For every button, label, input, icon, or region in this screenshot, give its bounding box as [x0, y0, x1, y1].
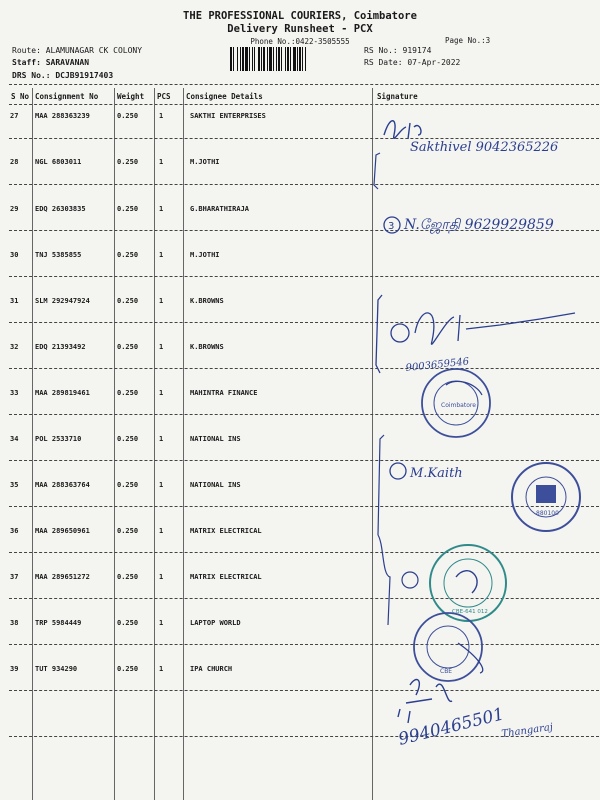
row-sno: 34 [10, 435, 19, 443]
svg-text:880100: 880100 [536, 510, 559, 517]
row-consignee: NATIONAL INS [190, 481, 241, 489]
row-pcs: 1 [159, 112, 164, 120]
drs-number: DRS No.: DCJB91917403 [12, 71, 114, 80]
row-consignee: MATRIX ELECTRICAL [190, 527, 262, 535]
rs-date: RS Date: 07-Apr-2022 [364, 58, 461, 67]
row-weight: 0.250 [117, 619, 139, 627]
row-sno: 29 [10, 205, 19, 213]
svg-text:3: 3 [388, 221, 395, 232]
row-consignee: K.BROWNS [190, 297, 224, 305]
col-pcs: PCS [157, 92, 171, 101]
row-consignee: M.JOTHI [190, 158, 220, 166]
signature-5 [378, 535, 418, 625]
row-weight: 0.250 [117, 435, 139, 443]
svg-text:CBE: CBE [440, 668, 453, 675]
row-consignee: M.JOTHI [190, 251, 220, 259]
row-weight: 0.250 [117, 573, 139, 581]
svg-text:CBE-641 012: CBE-641 012 [452, 609, 488, 615]
row-consignment: POL 2533710 [35, 435, 82, 443]
row-weight: 0.250 [117, 481, 139, 489]
row-pcs: 1 [159, 435, 164, 443]
staff: Staff: SARAVANAN [12, 58, 90, 67]
row-sno: 31 [10, 297, 19, 305]
signature-3 [376, 295, 575, 373]
route: Route: ALAMUNAGAR CK COLONY [12, 46, 143, 55]
row-consignee: NATIONAL INS [190, 435, 241, 443]
row-consignment: TNJ 5385855 [35, 251, 82, 259]
row-sno: 35 [10, 481, 19, 489]
row-consignee: G.BHARATHIRAJA [190, 205, 250, 213]
row-pcs: 1 [159, 619, 164, 627]
row-pcs: 1 [159, 251, 164, 259]
col-consignment: Consignment No [35, 92, 99, 101]
row-consignment: SLM 292947924 [35, 297, 90, 305]
row-weight: 0.250 [117, 297, 139, 305]
row-consignment: TUT 934290 [35, 665, 78, 673]
row-consignee: MAHINTRA FINANCE [190, 389, 258, 397]
row-pcs: 1 [159, 573, 164, 581]
row-sno: 39 [10, 665, 19, 673]
row-consignee: IPA CHURCH [190, 665, 233, 673]
col-sno: S No [11, 92, 30, 101]
row-weight: 0.250 [117, 343, 139, 351]
row-sno: 38 [10, 619, 19, 627]
svg-text:Thangaraj: Thangaraj [500, 721, 554, 740]
row-sno: 30 [10, 251, 19, 259]
row-pcs: 1 [159, 665, 164, 673]
row-weight: 0.250 [117, 251, 139, 259]
row-sno: 33 [10, 389, 19, 397]
row-consignment: MAA 288363764 [35, 481, 90, 489]
row-pcs: 1 [159, 481, 164, 489]
signature-area [370, 105, 600, 785]
row-weight: 0.250 [117, 205, 139, 213]
signature-1 [384, 121, 558, 155]
row-weight: 0.250 [117, 158, 139, 166]
company-title: THE PROFESSIONAL COURIERS, Coimbatore [183, 10, 417, 22]
row-weight: 0.250 [117, 112, 139, 120]
matrix-electricals-stamp [430, 545, 506, 621]
row-consignment: NGL 6803011 [35, 158, 82, 166]
signature-4 [378, 435, 463, 535]
row-pcs: 1 [159, 158, 164, 166]
mahindra-stamp [422, 369, 490, 437]
barcode [230, 47, 368, 71]
svg-text:Sakthivel 9042365226: Sakthivel 9042365226 [410, 140, 559, 155]
row-consignee: SAKTHI ENTERPRISES [190, 112, 266, 120]
svg-text:9940465501: 9940465501 [396, 704, 507, 750]
row-weight: 0.250 [117, 527, 139, 535]
row-pcs: 1 [159, 343, 164, 351]
row-weight: 0.250 [117, 665, 139, 673]
row-consignment: EDQ 21393492 [35, 343, 86, 351]
page-number: Page No.:3 [445, 36, 491, 45]
col-signature: Signature [377, 92, 418, 101]
national-insurance-stamp [512, 463, 580, 531]
row-consignment: MAA 289651272 [35, 573, 90, 581]
row-consignee: MATRIX ELECTRICAL [190, 573, 262, 581]
col-weight: Weight [117, 92, 145, 101]
svg-text:9003659546: 9003659546 [405, 356, 470, 374]
row-consignment: EDQ 26303835 [35, 205, 86, 213]
phone-number: Phone No.:0422-3505555 [250, 37, 350, 46]
row-pcs: 1 [159, 527, 164, 535]
runsheet-title: Delivery Runsheet - PCX [227, 23, 373, 35]
row-consignment: MAA 288363239 [35, 112, 90, 120]
row-consignee: K.BROWNS [190, 343, 224, 351]
row-weight: 0.250 [117, 389, 139, 397]
signature-2 [384, 217, 554, 234]
svg-text:M.Kaith: M.Kaith [410, 466, 463, 481]
row-consignment: MAA 289650961 [35, 527, 90, 535]
row-consignee: LAPTOP WORLD [190, 619, 241, 627]
row-consignment: TRP 5984449 [35, 619, 82, 627]
row-sno: 27 [10, 112, 19, 120]
row-sno: 28 [10, 158, 19, 166]
row-pcs: 1 [159, 297, 164, 305]
rs-number: RS No.: 919174 [364, 46, 432, 55]
row-pcs: 1 [159, 205, 164, 213]
row-sno: 36 [10, 527, 19, 535]
svg-text:N.ஜோதி 9629929859: N.ஜோதி 9629929859 [404, 217, 554, 233]
row-consignment: MAA 289819461 [35, 389, 90, 397]
row-sno: 37 [10, 573, 19, 581]
signature-6 [398, 680, 452, 723]
row-sno: 32 [10, 343, 19, 351]
col-consignee: Consignee Details [186, 92, 263, 101]
row-pcs: 1 [159, 389, 164, 397]
laptop-world-stamp [414, 613, 483, 681]
svg-text:Coimbatore: Coimbatore [441, 402, 476, 409]
